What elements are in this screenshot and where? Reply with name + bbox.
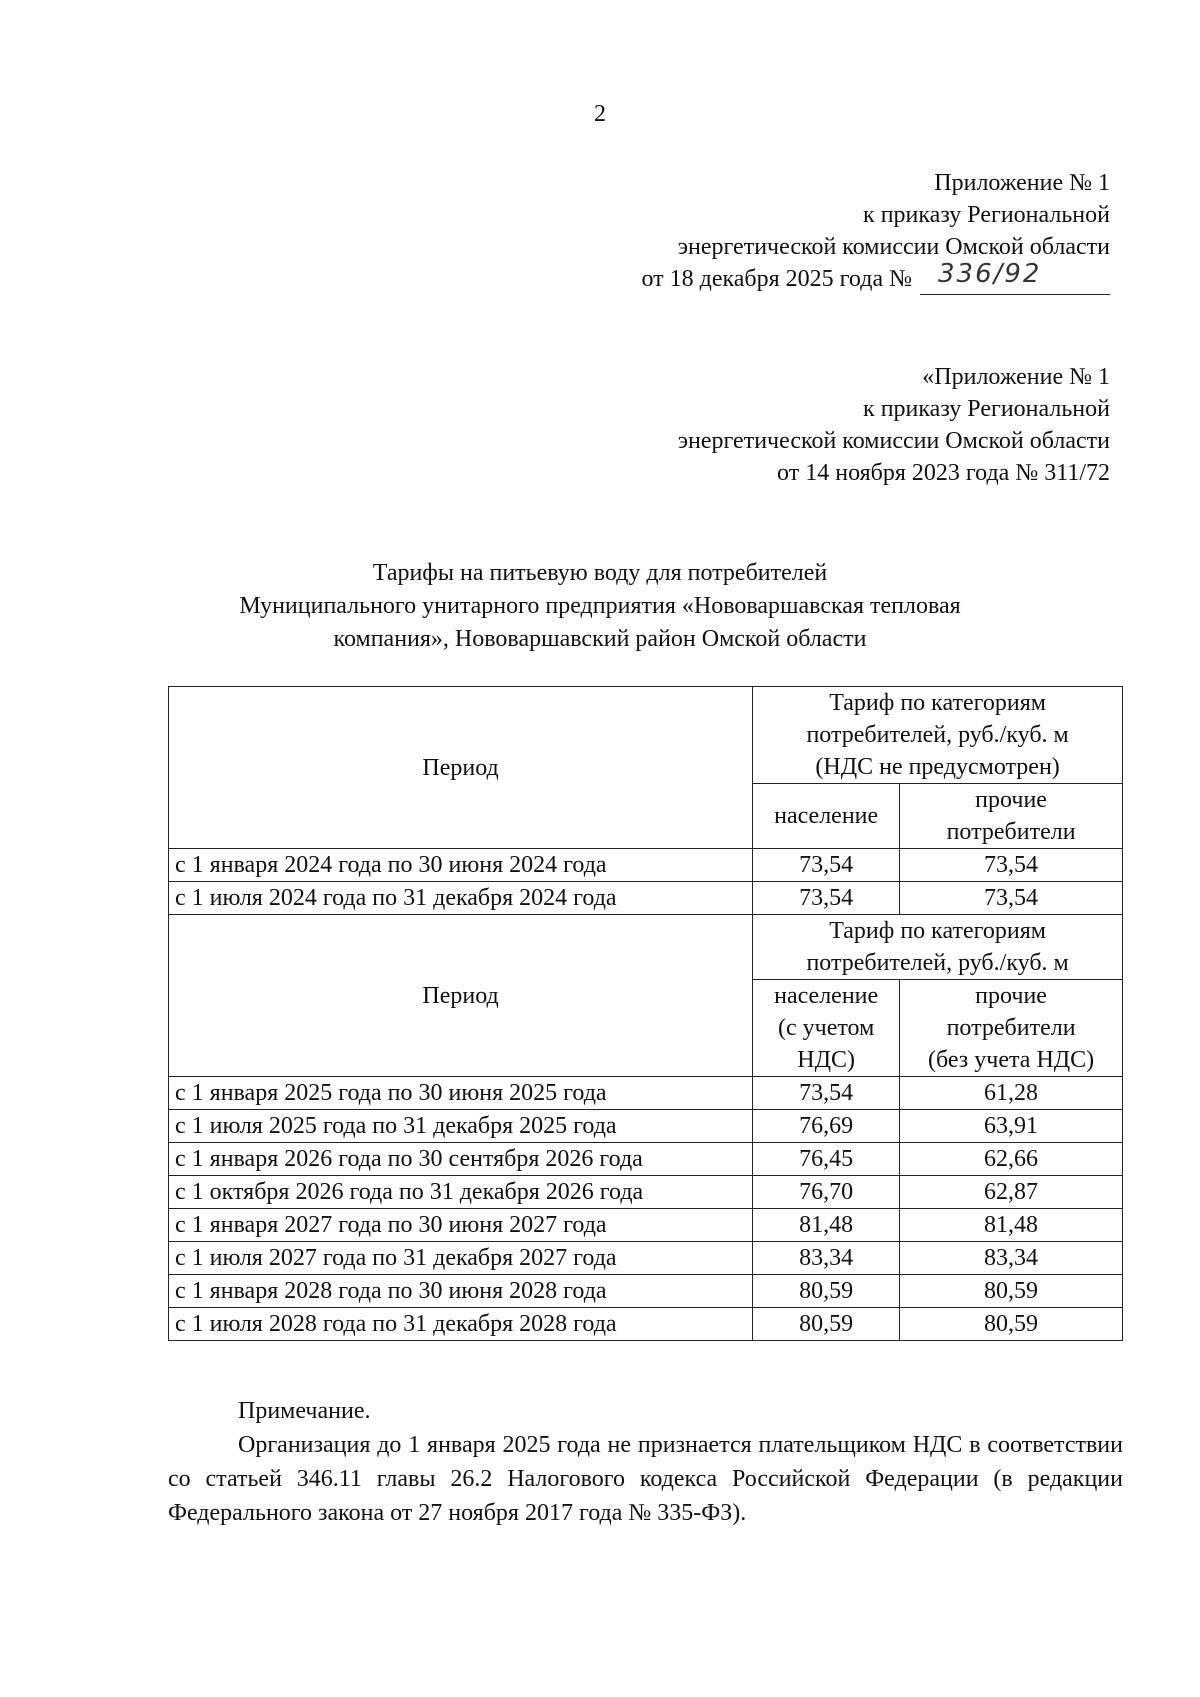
handwritten-order-number: 336/92 bbox=[938, 259, 1042, 289]
other-consumers-tariff-cell: 83,34 bbox=[900, 1242, 1123, 1275]
period-cell: с 1 января 2028 года по 30 июня 2028 года bbox=[169, 1275, 753, 1308]
period-cell: с 1 июля 2028 года по 31 декабря 2028 года bbox=[169, 1308, 753, 1341]
appendix-line: от 14 ноября 2023 года № 311/72 bbox=[777, 460, 1110, 486]
population-tariff-cell: 80,59 bbox=[753, 1308, 900, 1341]
other-consumers-tariff-cell: 80,59 bbox=[900, 1308, 1123, 1341]
population-tariff-cell: 80,59 bbox=[753, 1275, 900, 1308]
other-consumers-tariff-cell: 81,48 bbox=[900, 1209, 1123, 1242]
appendix-line: «Приложение № 1 bbox=[922, 364, 1110, 390]
other-consumers-header bbox=[900, 784, 1123, 849]
header-line: (без учета НДС) bbox=[927, 1047, 1095, 1073]
header-line: население bbox=[774, 983, 879, 1009]
period-cell: с 1 января 2025 года по 30 июня 2025 года bbox=[169, 1077, 753, 1110]
period-cell: с 1 июля 2027 года по 31 декабря 2027 года bbox=[169, 1242, 753, 1275]
header-line: потребители bbox=[946, 1015, 1076, 1041]
header-line: Тариф по категориям bbox=[829, 690, 1046, 716]
order-number-field bbox=[920, 259, 1110, 295]
header-line: НДС) bbox=[797, 1047, 855, 1073]
table-row bbox=[169, 849, 1123, 882]
table-row bbox=[169, 1242, 1123, 1275]
document-title bbox=[0, 557, 1200, 656]
population-header bbox=[753, 980, 900, 1077]
period-cell: с 1 января 2027 года по 30 июня 2027 года bbox=[169, 1209, 753, 1242]
header-line: потребителей, руб./куб. м bbox=[806, 722, 1069, 748]
header-line: (с учетом bbox=[778, 1015, 875, 1041]
header-line: Тариф по категориям bbox=[829, 918, 1046, 944]
table-row bbox=[169, 1176, 1123, 1209]
period-cell: с 1 июля 2025 года по 31 декабря 2025 года bbox=[169, 1110, 753, 1143]
appendix-line: Приложение № 1 bbox=[934, 170, 1110, 196]
tariff-table bbox=[168, 686, 1123, 1341]
order-date-line bbox=[641, 259, 1110, 295]
table-row bbox=[169, 1110, 1123, 1143]
table-row bbox=[169, 1209, 1123, 1242]
appendix-line: к приказу Региональной bbox=[863, 396, 1110, 422]
table-row bbox=[169, 882, 1123, 915]
population-tariff-cell: 73,54 bbox=[753, 1077, 900, 1110]
population-tariff-cell: 76,69 bbox=[753, 1110, 900, 1143]
table-header-row bbox=[169, 687, 1123, 784]
period-header: Период bbox=[169, 915, 753, 1077]
population-tariff-cell: 73,54 bbox=[753, 849, 900, 882]
appendix-current-order bbox=[641, 167, 1110, 295]
header-line: прочие bbox=[975, 787, 1047, 813]
population-header: население bbox=[753, 784, 900, 849]
period-cell: с 1 января 2026 года по 30 сентября 2026 года bbox=[169, 1143, 753, 1176]
order-date: от 18 декабря 2025 года № bbox=[641, 266, 912, 292]
other-consumers-tariff-cell: 63,91 bbox=[900, 1110, 1123, 1143]
other-consumers-tariff-cell: 73,54 bbox=[900, 882, 1123, 915]
appendix-line: энергетической комиссии Омской области bbox=[677, 428, 1110, 454]
note-text: Организация до 1 января 2025 года не признается плательщиком НДС в соответствии со статьей 346.11 главы 26.2 Налогового кодекса Российской Федерации (в редакции Федерального закона от 27 ноября 2017 года № 335-ФЗ). bbox=[168, 1432, 1123, 1526]
appendix-previous-order bbox=[678, 361, 1110, 489]
note-block bbox=[168, 1394, 1123, 1530]
other-consumers-tariff-cell: 61,28 bbox=[900, 1077, 1123, 1110]
table-row bbox=[169, 1308, 1123, 1341]
title-line: Муниципального унитарного предприятия «Нововаршавская тепловая bbox=[239, 593, 961, 619]
other-consumers-tariff-cell: 62,66 bbox=[900, 1143, 1123, 1176]
other-consumers-header bbox=[900, 980, 1123, 1077]
table-row bbox=[169, 1143, 1123, 1176]
table-row bbox=[169, 1275, 1123, 1308]
appendix-line: энергетической комиссии Омской области bbox=[677, 234, 1110, 260]
population-tariff-cell: 81,48 bbox=[753, 1209, 900, 1242]
title-line: компания», Нововаршавский район Омской области bbox=[333, 626, 867, 652]
period-cell: с 1 января 2024 года по 30 июня 2024 года bbox=[169, 849, 753, 882]
table-header-row bbox=[169, 915, 1123, 980]
header-line: потребители bbox=[946, 819, 1076, 845]
note-heading: Примечание. bbox=[238, 1398, 371, 1424]
header-line: прочие bbox=[975, 983, 1047, 1009]
other-consumers-tariff-cell: 62,87 bbox=[900, 1176, 1123, 1209]
other-consumers-tariff-cell: 80,59 bbox=[900, 1275, 1123, 1308]
appendix-line: к приказу Региональной bbox=[863, 202, 1110, 228]
period-cell: с 1 октября 2026 года по 31 декабря 2026 года bbox=[169, 1176, 753, 1209]
period-header: Период bbox=[169, 687, 753, 849]
header-line: (НДС не предусмотрен) bbox=[815, 754, 1060, 780]
population-tariff-cell: 76,70 bbox=[753, 1176, 900, 1209]
tariff-header bbox=[753, 687, 1123, 784]
tariff-header bbox=[753, 915, 1123, 980]
header-line: потребителей, руб./куб. м bbox=[806, 950, 1069, 976]
population-tariff-cell: 76,45 bbox=[753, 1143, 900, 1176]
page-number: 2 bbox=[594, 101, 606, 127]
other-consumers-tariff-cell: 73,54 bbox=[900, 849, 1123, 882]
population-tariff-cell: 83,34 bbox=[753, 1242, 900, 1275]
table-row bbox=[169, 1077, 1123, 1110]
population-tariff-cell: 73,54 bbox=[753, 882, 900, 915]
title-line: Тарифы на питьевую воду для потребителей bbox=[372, 560, 828, 586]
period-cell: с 1 июля 2024 года по 31 декабря 2024 года bbox=[169, 882, 753, 915]
